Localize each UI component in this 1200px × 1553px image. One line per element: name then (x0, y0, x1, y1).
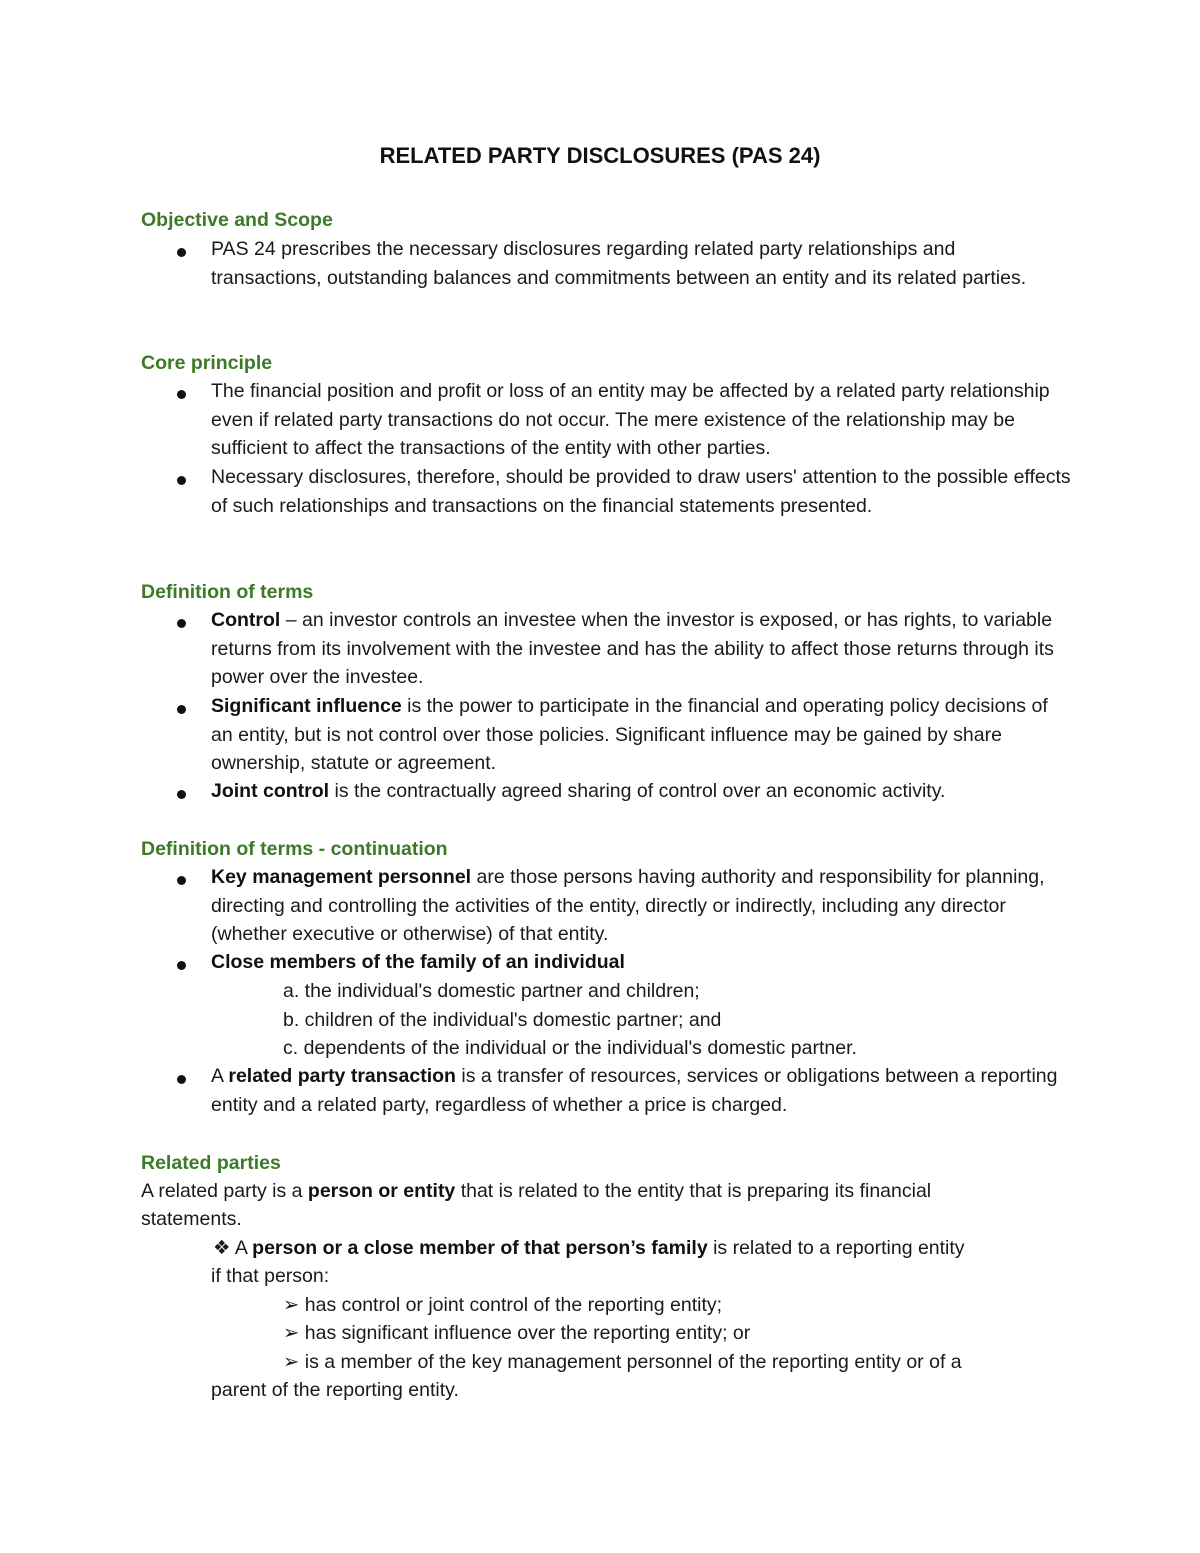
condition-text: is a member of the key management personnel of the reporting entity or of a (299, 1351, 962, 1373)
bullet-icon (177, 248, 186, 257)
bullet-icon (177, 390, 186, 399)
arrow-icon: ➢ (283, 1351, 300, 1373)
person-criteria-line-1 (213, 1234, 965, 1263)
definition-key-management (211, 863, 1071, 949)
definition-key-management-text: are those persons having authority and responsibility for planning, directing and controlling the activities of the entity, directly or indirectly, including any director (whether executive or otherwise) of that entity. (211, 866, 1045, 946)
family-list-item: b. children of the individual's domestic partner; and (283, 1009, 722, 1031)
condition-text: has significant influence over the reporting entity; or (299, 1322, 751, 1344)
term-key-management: Key management personnel (211, 866, 472, 888)
definition-related-party-transaction (211, 1062, 1071, 1119)
definition-close-family (211, 948, 1071, 977)
condition-tail: parent of the reporting entity. (211, 1379, 459, 1401)
arrow-icon: ➢ (283, 1322, 300, 1344)
intro-rest: that is related to the entity that is preparing its financial (455, 1180, 932, 1202)
person-criteria-line-2: if that person: (211, 1265, 330, 1287)
term-control: Control (211, 609, 281, 631)
condition-item (283, 1291, 722, 1320)
person-criteria-rest: is related to a reporting entity (707, 1237, 965, 1259)
heading-objective: Objective and Scope (141, 209, 333, 231)
diamond-bullet-icon: ❖ A (213, 1237, 253, 1259)
core-bullet-1: The financial position and profit or loss of an entity may be affected by a related party relationship even if related party transactions do not occur. The mere existence of the relationship may be sufficient to affect the transactions of the entity with other parties. (211, 380, 1050, 460)
term-close-family: Close members of the family of an individual (211, 951, 625, 973)
page-title: RELATED PARTY DISCLOSURES (PAS 24) (379, 143, 821, 168)
rpt-prefix: A (211, 1065, 229, 1087)
core-bullet-2: Necessary disclosures, therefore, should be provided to draw users' attention to the possible effects of such relationships and transactions on the financial statements presented. (211, 466, 1071, 517)
definition-control (211, 606, 1071, 692)
definition-joint-control (211, 777, 1071, 806)
related-party-intro-line-1 (141, 1177, 931, 1206)
definition-joint-control-text: is the contractually agreed sharing of control over an economic activity. (329, 780, 946, 802)
condition-item (283, 1348, 962, 1377)
term-joint-control: Joint control (211, 780, 330, 802)
definition-control-text: – an investor controls an investee when the investor is exposed, or has rights, to variable returns from its involvement with the investee and has the ability to affect those returns through its power over the investee. (211, 609, 1054, 689)
condition-text: has control or joint control of the reporting entity; (299, 1294, 723, 1316)
family-list-item: c. dependents of the individual or the individual's domestic partner. (283, 1037, 857, 1059)
heading-definitions: Definition of terms (141, 581, 314, 603)
definition-significant-influence-text: is the power to participate in the financial and operating policy decisions of an entity, but is not control over those policies. Significant influence may be gained by share ownership, statute or agreement. (211, 695, 1048, 775)
bullet-icon (177, 961, 186, 970)
term-person-or-entity: person or entity (307, 1180, 456, 1202)
related-party-intro-line-2: statements. (141, 1208, 242, 1230)
heading-definitions-continuation: Definition of terms - continuation (141, 838, 448, 860)
term-related-party-transaction: related party transaction (228, 1065, 456, 1087)
condition-item (283, 1319, 750, 1348)
term-significant-influence: Significant influence (211, 695, 402, 717)
heading-related-parties: Related parties (141, 1152, 281, 1174)
definition-rpt-text: is a transfer of resources, services or obligations between a reporting entity and a related party, regardless of whether a price is charged. (211, 1065, 1058, 1116)
family-list-item: a. the individual's domestic partner and children; (283, 980, 700, 1002)
term-person-close-member: person or a close member of that person’s family (252, 1237, 708, 1259)
bullet-icon (177, 476, 186, 485)
objective-bullet-1: PAS 24 prescribes the necessary disclosures regarding related party relationships and transactions, outstanding balances and commitments between an entity and its related parties. (211, 238, 1027, 289)
definition-significant-influence (211, 692, 1071, 778)
bullet-icon (177, 790, 186, 799)
bullet-icon (177, 1075, 186, 1084)
arrow-icon: ➢ (283, 1294, 300, 1316)
bullet-icon (177, 876, 186, 885)
bullet-icon (177, 619, 186, 628)
heading-core-principle: Core principle (141, 352, 273, 374)
intro-prefix: A related party is a (141, 1180, 308, 1202)
bullet-icon (177, 705, 186, 714)
